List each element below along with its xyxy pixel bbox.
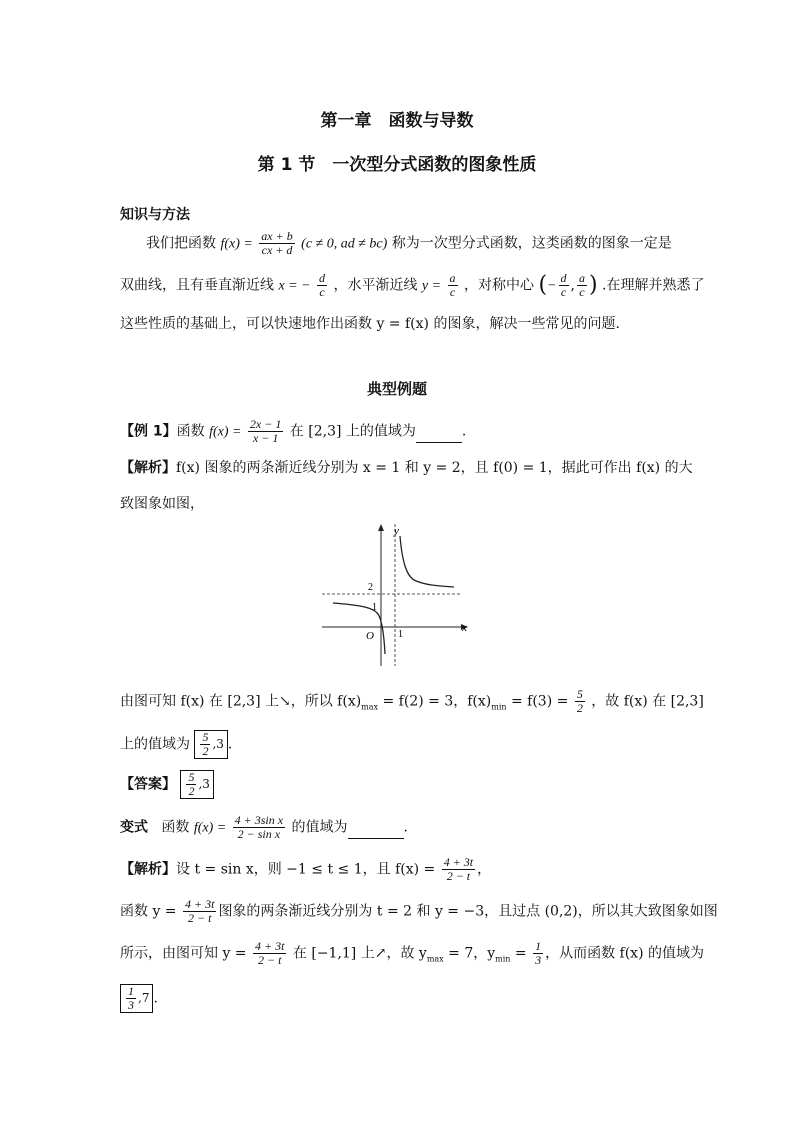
frac-num: d bbox=[319, 271, 326, 285]
frac-num: 1 bbox=[128, 984, 134, 998]
y-axis-arrow-icon bbox=[378, 524, 384, 531]
fraction bbox=[577, 272, 587, 299]
tick-label-y1: 1 bbox=[372, 602, 377, 613]
fraction bbox=[559, 272, 569, 299]
math: f(x) = bbox=[193, 820, 227, 836]
text: 双曲线，且有垂直渐近线 bbox=[120, 277, 274, 294]
left-branch bbox=[333, 603, 385, 654]
text: ，对称中心 bbox=[464, 277, 534, 294]
frac-den: c bbox=[579, 285, 585, 299]
text: 称为一次型分式函数，这类函数的图象一定是 bbox=[391, 235, 672, 252]
math-fx: f(x) = bbox=[220, 236, 253, 252]
right-branch bbox=[400, 536, 454, 587]
example1-question bbox=[120, 418, 680, 445]
frac-num: 4 + 3t bbox=[255, 939, 285, 953]
frac-num: 2x − 1 bbox=[249, 417, 282, 431]
solution2-line2 bbox=[120, 897, 718, 925]
text: .在理解并熟悉了 bbox=[602, 277, 705, 294]
frac-num: 4 + 3sin x bbox=[234, 813, 284, 827]
frac-den: c bbox=[449, 285, 456, 299]
math-cond: (c ≠ 0, ad ≠ bc) bbox=[301, 236, 388, 252]
frac-num: d bbox=[560, 271, 567, 285]
text: 我们把函数 bbox=[146, 235, 216, 252]
text: ,7 bbox=[138, 991, 150, 1005]
text: 的值域为 bbox=[291, 819, 348, 836]
text: = bbox=[514, 945, 527, 962]
frac-num: 4 + 3t bbox=[185, 897, 215, 911]
frac-den: 3 bbox=[535, 953, 542, 967]
origin-label: O bbox=[366, 630, 374, 642]
frac-den: 2 − t bbox=[258, 953, 282, 967]
text: = f(3) = bbox=[510, 693, 569, 710]
frac-num: ax + b bbox=[261, 229, 293, 243]
frac-den: 2 bbox=[202, 744, 209, 758]
math: y = bbox=[421, 278, 442, 294]
variant-label: 变式 bbox=[120, 819, 148, 836]
answer-interval bbox=[180, 770, 213, 799]
fraction bbox=[253, 940, 286, 967]
text: = 7，y bbox=[448, 945, 496, 962]
subscript: max bbox=[426, 954, 444, 964]
examples-heading: 典型例题 bbox=[366, 380, 427, 398]
frac-den: 2 − t bbox=[188, 911, 212, 925]
text: . bbox=[461, 423, 467, 440]
text: 图象的两条渐近线分别为 t = 2 和 y = −3，且过点 (0,2)，所以其大致图象如图 bbox=[218, 903, 718, 920]
x-axis-label: x bbox=[462, 622, 467, 634]
y-axis-label: y bbox=[394, 525, 399, 537]
knowledge-para-line1 bbox=[146, 230, 686, 257]
frac-num: 5 bbox=[188, 770, 195, 784]
fraction bbox=[233, 814, 285, 841]
frac-den: 2 bbox=[576, 701, 583, 715]
deduction-line2: 上的值域为 $\frac{5}{2}$ ,3 . bbox=[120, 730, 233, 758]
text: 在 [−1,1] 上↗，故 y bbox=[292, 945, 427, 962]
text: ，水平渐近线 bbox=[333, 277, 418, 294]
fraction bbox=[259, 230, 294, 257]
frac-num: a bbox=[578, 271, 585, 285]
subscript: min bbox=[491, 702, 507, 712]
text: ， bbox=[477, 861, 492, 878]
fraction bbox=[317, 272, 327, 299]
hyperbola-graph bbox=[318, 520, 473, 670]
text: ,3 bbox=[212, 737, 224, 751]
text: 设 t = sin x，则 −1 ≤ t ≤ 1，且 f(x) = bbox=[176, 861, 436, 878]
solution2-line4 bbox=[120, 984, 680, 1013]
knowledge-para-line2: 双曲线，且有垂直渐近线 x = − $\frac{d}{c}$ ，水平渐近线 y = $\frac{a}{c}$ ，对称中心 (− $\frac{d}{c}$ , $\frac{a}{c}$ ) .在理解并熟悉了 bbox=[120, 271, 705, 299]
frac-num: a bbox=[449, 271, 456, 285]
text: 在 [2,3] 上的值域为 bbox=[289, 423, 416, 440]
fraction bbox=[442, 856, 475, 883]
range-interval bbox=[194, 730, 227, 759]
solution2-line1 bbox=[120, 856, 680, 883]
frac-den: c bbox=[560, 285, 567, 299]
text: 所示，由图可知 y = bbox=[120, 945, 247, 962]
chapter-title: 第一章 函数与导数 bbox=[320, 111, 474, 131]
text: . bbox=[403, 819, 408, 836]
text: 函数 bbox=[176, 423, 205, 440]
frac-den: x − 1 bbox=[252, 431, 279, 445]
text: ，从而函数 f(x) 的值域为 bbox=[545, 945, 704, 962]
knowledge-heading: 知识与方法 bbox=[120, 207, 190, 223]
text: 函数 y = bbox=[120, 903, 177, 920]
text: 由图可知 f(x) 在 [2,3] 上↘，所以 f(x) bbox=[120, 693, 362, 710]
solution-label: 【解析】 bbox=[120, 460, 176, 476]
fraction bbox=[248, 418, 283, 445]
text: 上的值域为 bbox=[120, 736, 190, 753]
frac-den: 2 − sin x bbox=[237, 827, 281, 841]
fraction bbox=[575, 688, 585, 715]
answer-line bbox=[120, 770, 680, 799]
fraction bbox=[533, 940, 543, 967]
text: . bbox=[153, 990, 158, 1007]
text: 函数 bbox=[161, 819, 190, 836]
frac-num: 5 bbox=[202, 730, 209, 744]
subscript: min bbox=[495, 954, 511, 964]
solution1-line1 bbox=[120, 458, 693, 478]
range-interval bbox=[120, 984, 153, 1013]
text: f(x) 图象的两条渐近线分别为 x = 1 和 y = 2，且 f(0) = 1，据此可作出 f(x) 的大 bbox=[176, 460, 693, 476]
subscript: max bbox=[361, 702, 379, 712]
fraction bbox=[183, 898, 216, 925]
answer-blank bbox=[348, 818, 404, 839]
math: f(x) = bbox=[209, 424, 242, 440]
deduction-line1 bbox=[120, 687, 704, 717]
text: = f(2) = 3，f(x) bbox=[382, 693, 492, 710]
frac-num: 5 bbox=[576, 687, 583, 701]
text: ,3 bbox=[198, 777, 210, 791]
section-title: 第 1 节 一次型分式函数的图象性质 bbox=[257, 155, 537, 175]
frac-den: cx + d bbox=[261, 243, 293, 257]
text: ，故 f(x) 在 [2,3] bbox=[591, 693, 704, 710]
frac-den: 3 bbox=[128, 998, 134, 1012]
math: x = − bbox=[278, 278, 311, 294]
frac-den: 2 − t bbox=[446, 869, 471, 883]
answer-label: 【答案】 bbox=[120, 776, 176, 793]
knowledge-para-line3: 这些性质的基础上，可以快速地作出函数 y = f(x) 的图象，解决一些常见的问题. bbox=[120, 316, 620, 332]
solution1-line2: 致图象如图， bbox=[120, 496, 204, 512]
tick-label-x1: 1 bbox=[398, 629, 403, 640]
solution-label: 【解析】 bbox=[120, 861, 176, 878]
fraction bbox=[448, 272, 458, 299]
example-label: 【例 1】 bbox=[120, 423, 177, 440]
solution2-line3 bbox=[120, 939, 704, 969]
variant-question bbox=[120, 814, 680, 841]
tick-label-y2: 2 bbox=[368, 582, 373, 593]
frac-num: 4 + 3t bbox=[443, 855, 474, 869]
frac-num: 1 bbox=[535, 939, 542, 953]
answer-blank bbox=[416, 422, 462, 443]
frac-den: c bbox=[319, 285, 325, 299]
frac-den: 2 bbox=[188, 784, 195, 798]
